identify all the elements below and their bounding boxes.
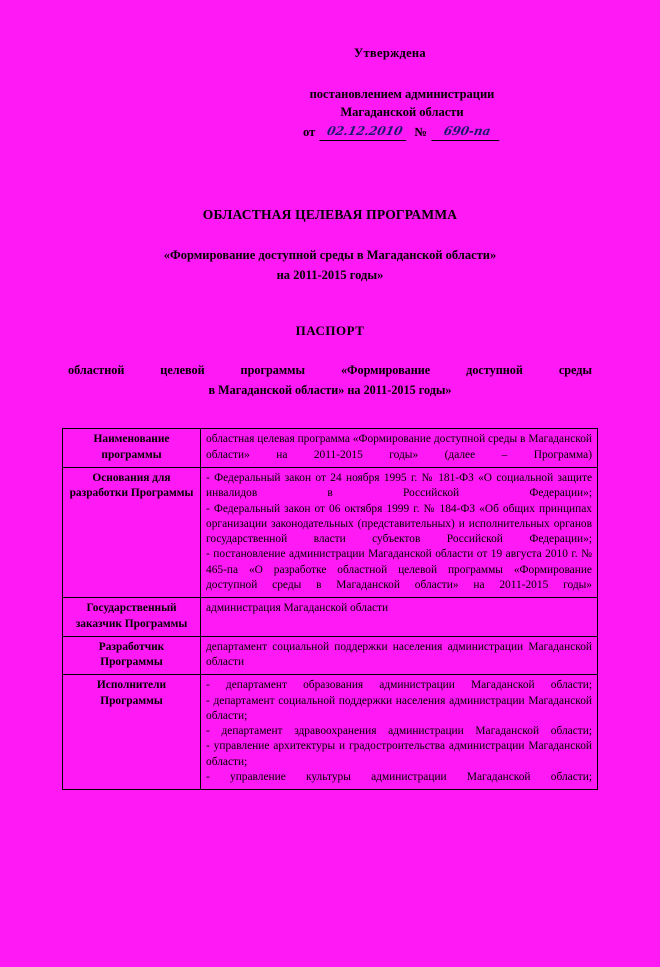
document-subtitle — [62, 245, 598, 285]
row-value — [201, 636, 598, 675]
row-paragraph: - постановление администрации Магаданской области от 19 августа 2010 г. № 465-па «О разработке областной целевой программы «Формирование доступной среды в Магаданской области» на 2011-2015 годы» — [206, 548, 592, 591]
passport-subheading — [62, 361, 598, 400]
document-page — [0, 44, 660, 967]
date-prefix: от — [303, 125, 316, 140]
row-value — [201, 429, 598, 468]
table-row — [63, 675, 598, 790]
row-paragraph: - департамент социальной поддержки населения администрации Магаданской области; — [206, 694, 592, 722]
row-label: Наименование программы — [63, 429, 201, 468]
passport-table-body — [63, 429, 598, 790]
passport-subheading-line-2: в Магаданской области» на 2011-2015 годы» — [208, 382, 452, 397]
passport-heading: ПАСПОРТ — [295, 323, 365, 339]
approval-date-row — [262, 123, 542, 141]
row-label: Основания для разработки Программы — [63, 467, 201, 597]
row-paragraph: - департамент здравоохранения администрации Магаданской области; — [206, 725, 592, 738]
table-row — [63, 636, 598, 675]
number-value-handwritten: 690-па — [431, 123, 503, 141]
approval-block — [62, 44, 598, 141]
document-subtitle-line-1: «Формирование доступной среды в Магаданской области» — [163, 248, 497, 263]
approval-authority — [262, 85, 542, 142]
table-row — [63, 598, 598, 637]
row-paragraph: - управление культуры администрации Магаданской области; — [206, 771, 592, 784]
table-row — [63, 429, 598, 468]
row-paragraph: департамент социальной поддержки населения администрации Магаданской области — [206, 640, 592, 669]
row-value — [201, 675, 598, 790]
row-paragraph: областная целевая программа «Формирование доступной среды в Магаданской области» на 2011-2015 годы» (далее – Программа) — [206, 433, 592, 461]
row-value — [201, 598, 598, 637]
table-row — [63, 467, 598, 597]
approval-line-1: постановлением администрации — [309, 86, 495, 101]
passport-table — [62, 428, 598, 790]
row-label: Государственный заказчик Программы — [63, 598, 201, 637]
row-paragraph: - Федеральный закон от 24 ноября 1995 г. № 181-ФЗ «О социальной защите инвалидов в Российской Федерации»; — [206, 471, 592, 500]
date-value-handwritten: 02.12.2010 — [319, 123, 410, 141]
row-value — [201, 467, 598, 597]
approval-line-2: Магаданской области — [340, 104, 464, 119]
document-title: ОБЛАСТНАЯ ЦЕЛЕВАЯ ПРОГРАММА — [202, 207, 458, 223]
row-paragraph: - управление архитектуры и градостроительства администрации Магаданской области; — [206, 740, 592, 768]
row-label: Разработчик Программы — [63, 636, 201, 675]
row-paragraph: администрация Магаданской области — [206, 602, 389, 615]
title-block — [62, 207, 598, 285]
row-label: Исполнители Программы — [63, 675, 201, 790]
approval-word: Утверждена — [354, 46, 426, 60]
row-paragraph: - Федеральный закон от 06 октября 1999 г. № 184-ФЗ «Об общих принципах организации законодательных (представительных) и исполнительных органов государственной власти субъектов Российской Федерации»; — [206, 502, 592, 546]
row-paragraph: - департамент образования администрации Магаданской области; — [206, 679, 592, 692]
passport-subheading-line-1: областной целевой программы «Формирование доступной среды — [68, 363, 592, 378]
number-prefix: № — [414, 125, 427, 140]
document-subtitle-line-2: на 2011-2015 годы» — [276, 268, 384, 283]
